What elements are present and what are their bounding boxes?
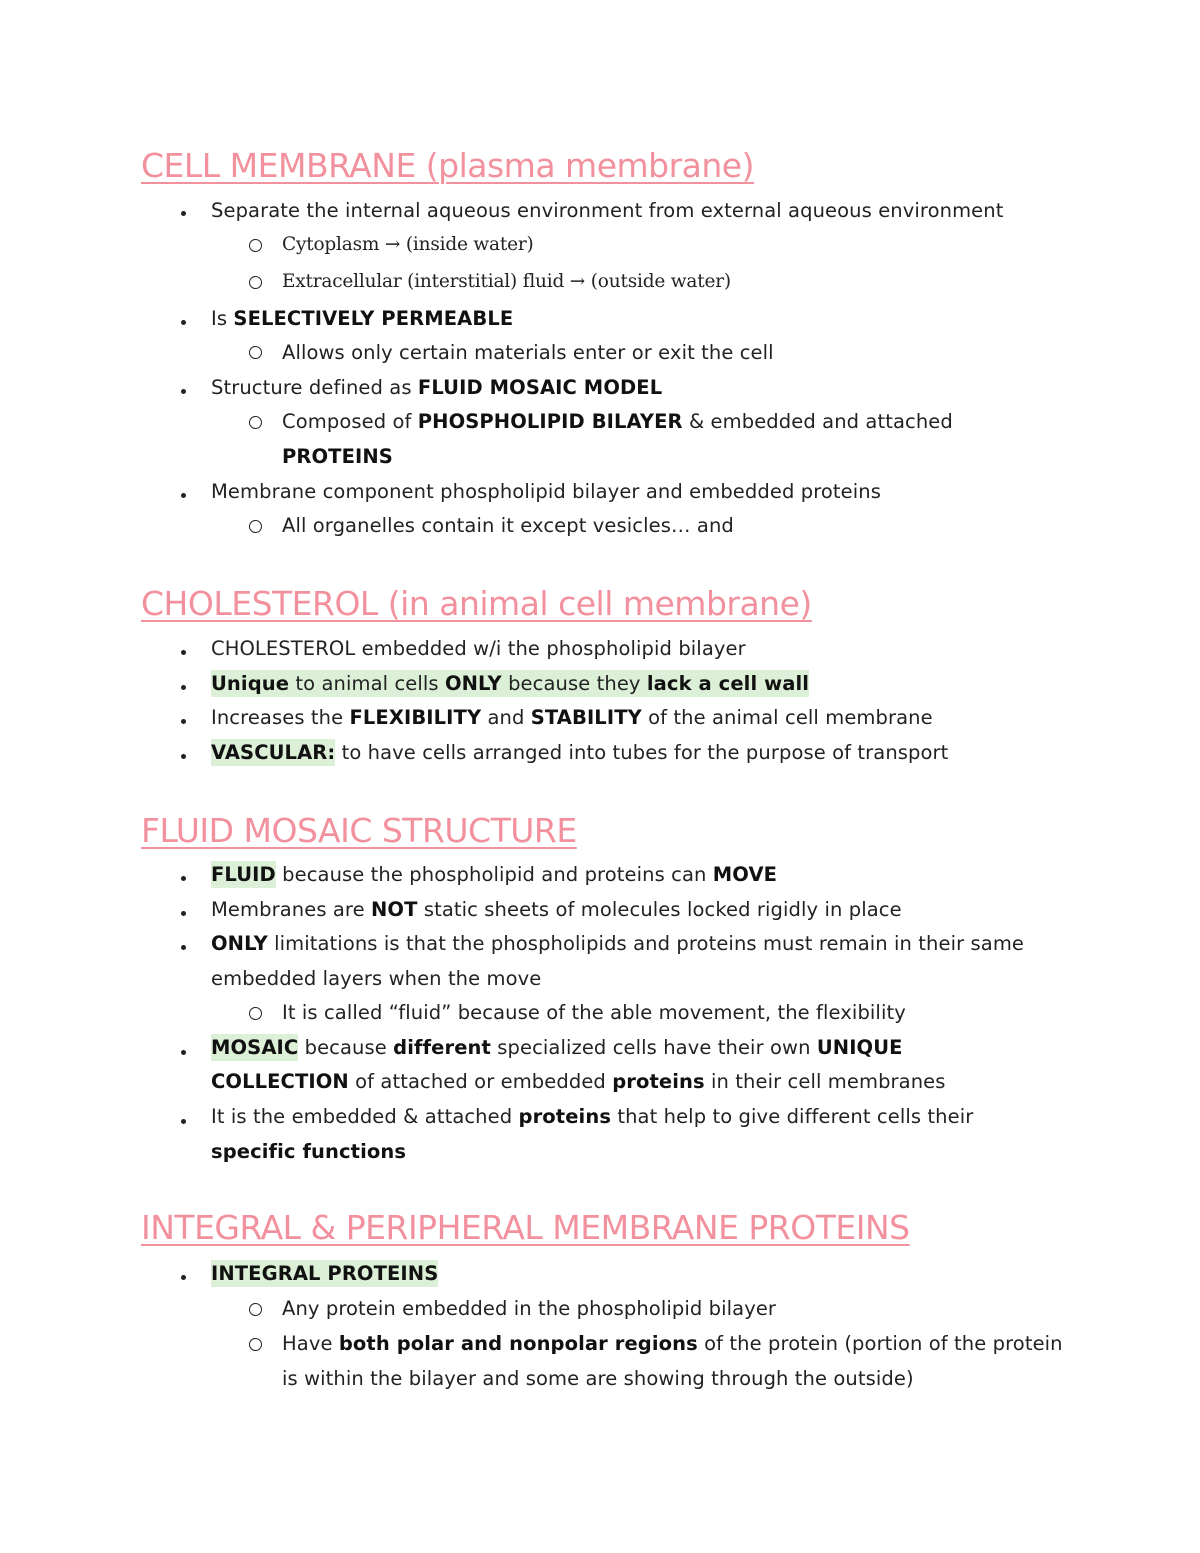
text-run: It is the embedded & attached xyxy=(211,1105,519,1128)
bullet-dot xyxy=(181,389,186,394)
highlighted-term: MOSAIC xyxy=(211,1036,299,1059)
sub-bullet-circle xyxy=(249,1338,262,1351)
bullet-dot xyxy=(181,945,186,950)
section-heading-fluid-mosaic: FLUID MOSAIC STRUCTURE xyxy=(141,811,577,850)
text-run: specialized cells have their own xyxy=(490,1036,817,1059)
text-run: & embedded and attached xyxy=(682,410,953,433)
text-run: Membranes are xyxy=(211,898,372,921)
continuation-line xyxy=(211,1069,946,1095)
sub-bullet-circle xyxy=(249,239,262,252)
bold-term: FLEXIBILITY xyxy=(349,706,482,729)
list-item xyxy=(211,862,777,888)
text-run: of the protein (portion of the protein xyxy=(697,1332,1063,1355)
sub-list-item xyxy=(282,1331,1063,1357)
continuation-line: is within the bilayer and some are showing through the outside) xyxy=(282,1367,914,1390)
continuation-line xyxy=(282,444,393,470)
list-item xyxy=(211,897,902,923)
list-item xyxy=(211,931,1024,957)
text-run: to animal cells xyxy=(289,672,445,695)
text-run: Have xyxy=(282,1332,339,1355)
bullet-dot xyxy=(181,1119,186,1124)
bullet-dot xyxy=(181,320,186,325)
bold-term: PROTEINS xyxy=(282,445,393,468)
text-run: in their cell membranes xyxy=(704,1070,946,1093)
text-run: Increases the xyxy=(211,706,350,729)
bold-term: ONLY xyxy=(444,672,502,695)
bold-term: proteins xyxy=(612,1070,705,1093)
section-heading-cell-membrane: CELL MEMBRANE (plasma membrane) xyxy=(141,146,754,185)
bold-term: proteins xyxy=(518,1105,612,1128)
bullet-dot xyxy=(181,754,186,759)
bold-term: SELECTIVELY PERMEABLE xyxy=(233,307,514,330)
bold-term: MOVE xyxy=(712,863,778,886)
bold-term: both polar and nonpolar regions xyxy=(338,1332,698,1355)
sub-bullet-circle xyxy=(249,276,262,289)
text-run: because xyxy=(298,1036,394,1059)
sub-list-item: Extracellular (interstitial) fluid → (outside water) xyxy=(282,271,731,292)
sub-list-item: All organelles contain it except vesicles… and xyxy=(282,514,734,537)
text-run: Composed of xyxy=(282,410,418,433)
bullet-dot xyxy=(181,650,186,655)
bullet-dot xyxy=(181,1275,186,1280)
highlighted-term: FLUID xyxy=(211,863,276,886)
list-item xyxy=(211,1104,973,1130)
bullet-dot xyxy=(181,911,186,916)
text-run: and xyxy=(481,706,531,729)
bold-term: STABILITY xyxy=(530,706,642,729)
list-item xyxy=(211,306,513,332)
text-run: because they xyxy=(501,672,647,695)
sub-bullet-circle xyxy=(249,416,262,429)
bold-term: COLLECTION xyxy=(211,1070,349,1093)
text-run: limitations is that the phospholipids and proteins must remain in their same xyxy=(267,932,1025,955)
text-run: static sheets of molecules locked rigidly in place xyxy=(417,898,902,921)
highlighted-term: Unique xyxy=(211,672,290,695)
highlighted-term: INTEGRAL PROTEINS xyxy=(211,1262,439,1285)
list-item: CHOLESTEROL embedded w/i the phospholipid bilayer xyxy=(211,637,746,660)
bold-term: NOT xyxy=(371,898,418,921)
list-item: Membrane component phospholipid bilayer and embedded proteins xyxy=(211,480,882,503)
bold-term: ONLY xyxy=(211,932,268,955)
highlighted-term: VASCULAR: xyxy=(211,741,336,764)
list-item xyxy=(211,1261,438,1287)
text-run: of attached or embedded xyxy=(348,1070,613,1093)
section-heading-membrane-proteins: INTEGRAL & PERIPHERAL MEMBRANE PROTEINS xyxy=(141,1208,910,1247)
bullet-dot xyxy=(181,1050,186,1055)
bold-term: FLUID MOSAIC MODEL xyxy=(417,376,663,399)
text-run: Structure defined as xyxy=(211,376,418,399)
bullet-dot xyxy=(181,493,186,498)
sub-bullet-circle xyxy=(249,346,262,359)
text-run: because the phospholipid and proteins can xyxy=(275,863,713,886)
sub-bullet-circle xyxy=(249,1007,262,1020)
bold-term: UNIQUE xyxy=(816,1036,903,1059)
text-run: to have cells arranged into tubes for the purpose of transport xyxy=(335,741,949,764)
list-item xyxy=(211,740,948,766)
list-item xyxy=(211,1035,903,1061)
list-item: Separate the internal aqueous environment from external aqueous environment xyxy=(211,199,1004,222)
continuation-line xyxy=(211,1139,406,1165)
bold-term: different xyxy=(393,1036,491,1059)
bullet-dot xyxy=(181,211,186,216)
sub-list-item: Allows only certain materials enter or exit the cell xyxy=(282,341,774,364)
sub-list-item: Cytoplasm → (inside water) xyxy=(282,234,534,255)
bullet-dot xyxy=(181,685,186,690)
bullet-dot xyxy=(181,876,186,881)
continuation-line: embedded layers when the move xyxy=(211,967,542,990)
list-item xyxy=(211,375,662,401)
list-item xyxy=(211,705,933,731)
text-run: that help to give different cells their xyxy=(611,1105,974,1128)
list-item xyxy=(211,671,809,697)
section-heading-cholesterol: CHOLESTEROL (in animal cell membrane) xyxy=(141,584,812,623)
sub-bullet-circle xyxy=(249,1303,262,1316)
text-run: Is xyxy=(211,307,234,330)
bold-term: specific functions xyxy=(211,1140,407,1163)
bold-term: PHOSPHOLIPID BILAYER xyxy=(417,410,683,433)
bold-term: lack a cell wall xyxy=(646,672,810,695)
bullet-dot xyxy=(181,719,186,724)
sub-list-item: It is called “fluid” because of the able movement, the flexibility xyxy=(282,1001,906,1024)
sub-bullet-circle xyxy=(249,520,262,533)
text-run: of the animal cell membrane xyxy=(641,706,933,729)
sub-list-item: Any protein embedded in the phospholipid bilayer xyxy=(282,1297,777,1320)
sub-list-item xyxy=(282,409,953,435)
